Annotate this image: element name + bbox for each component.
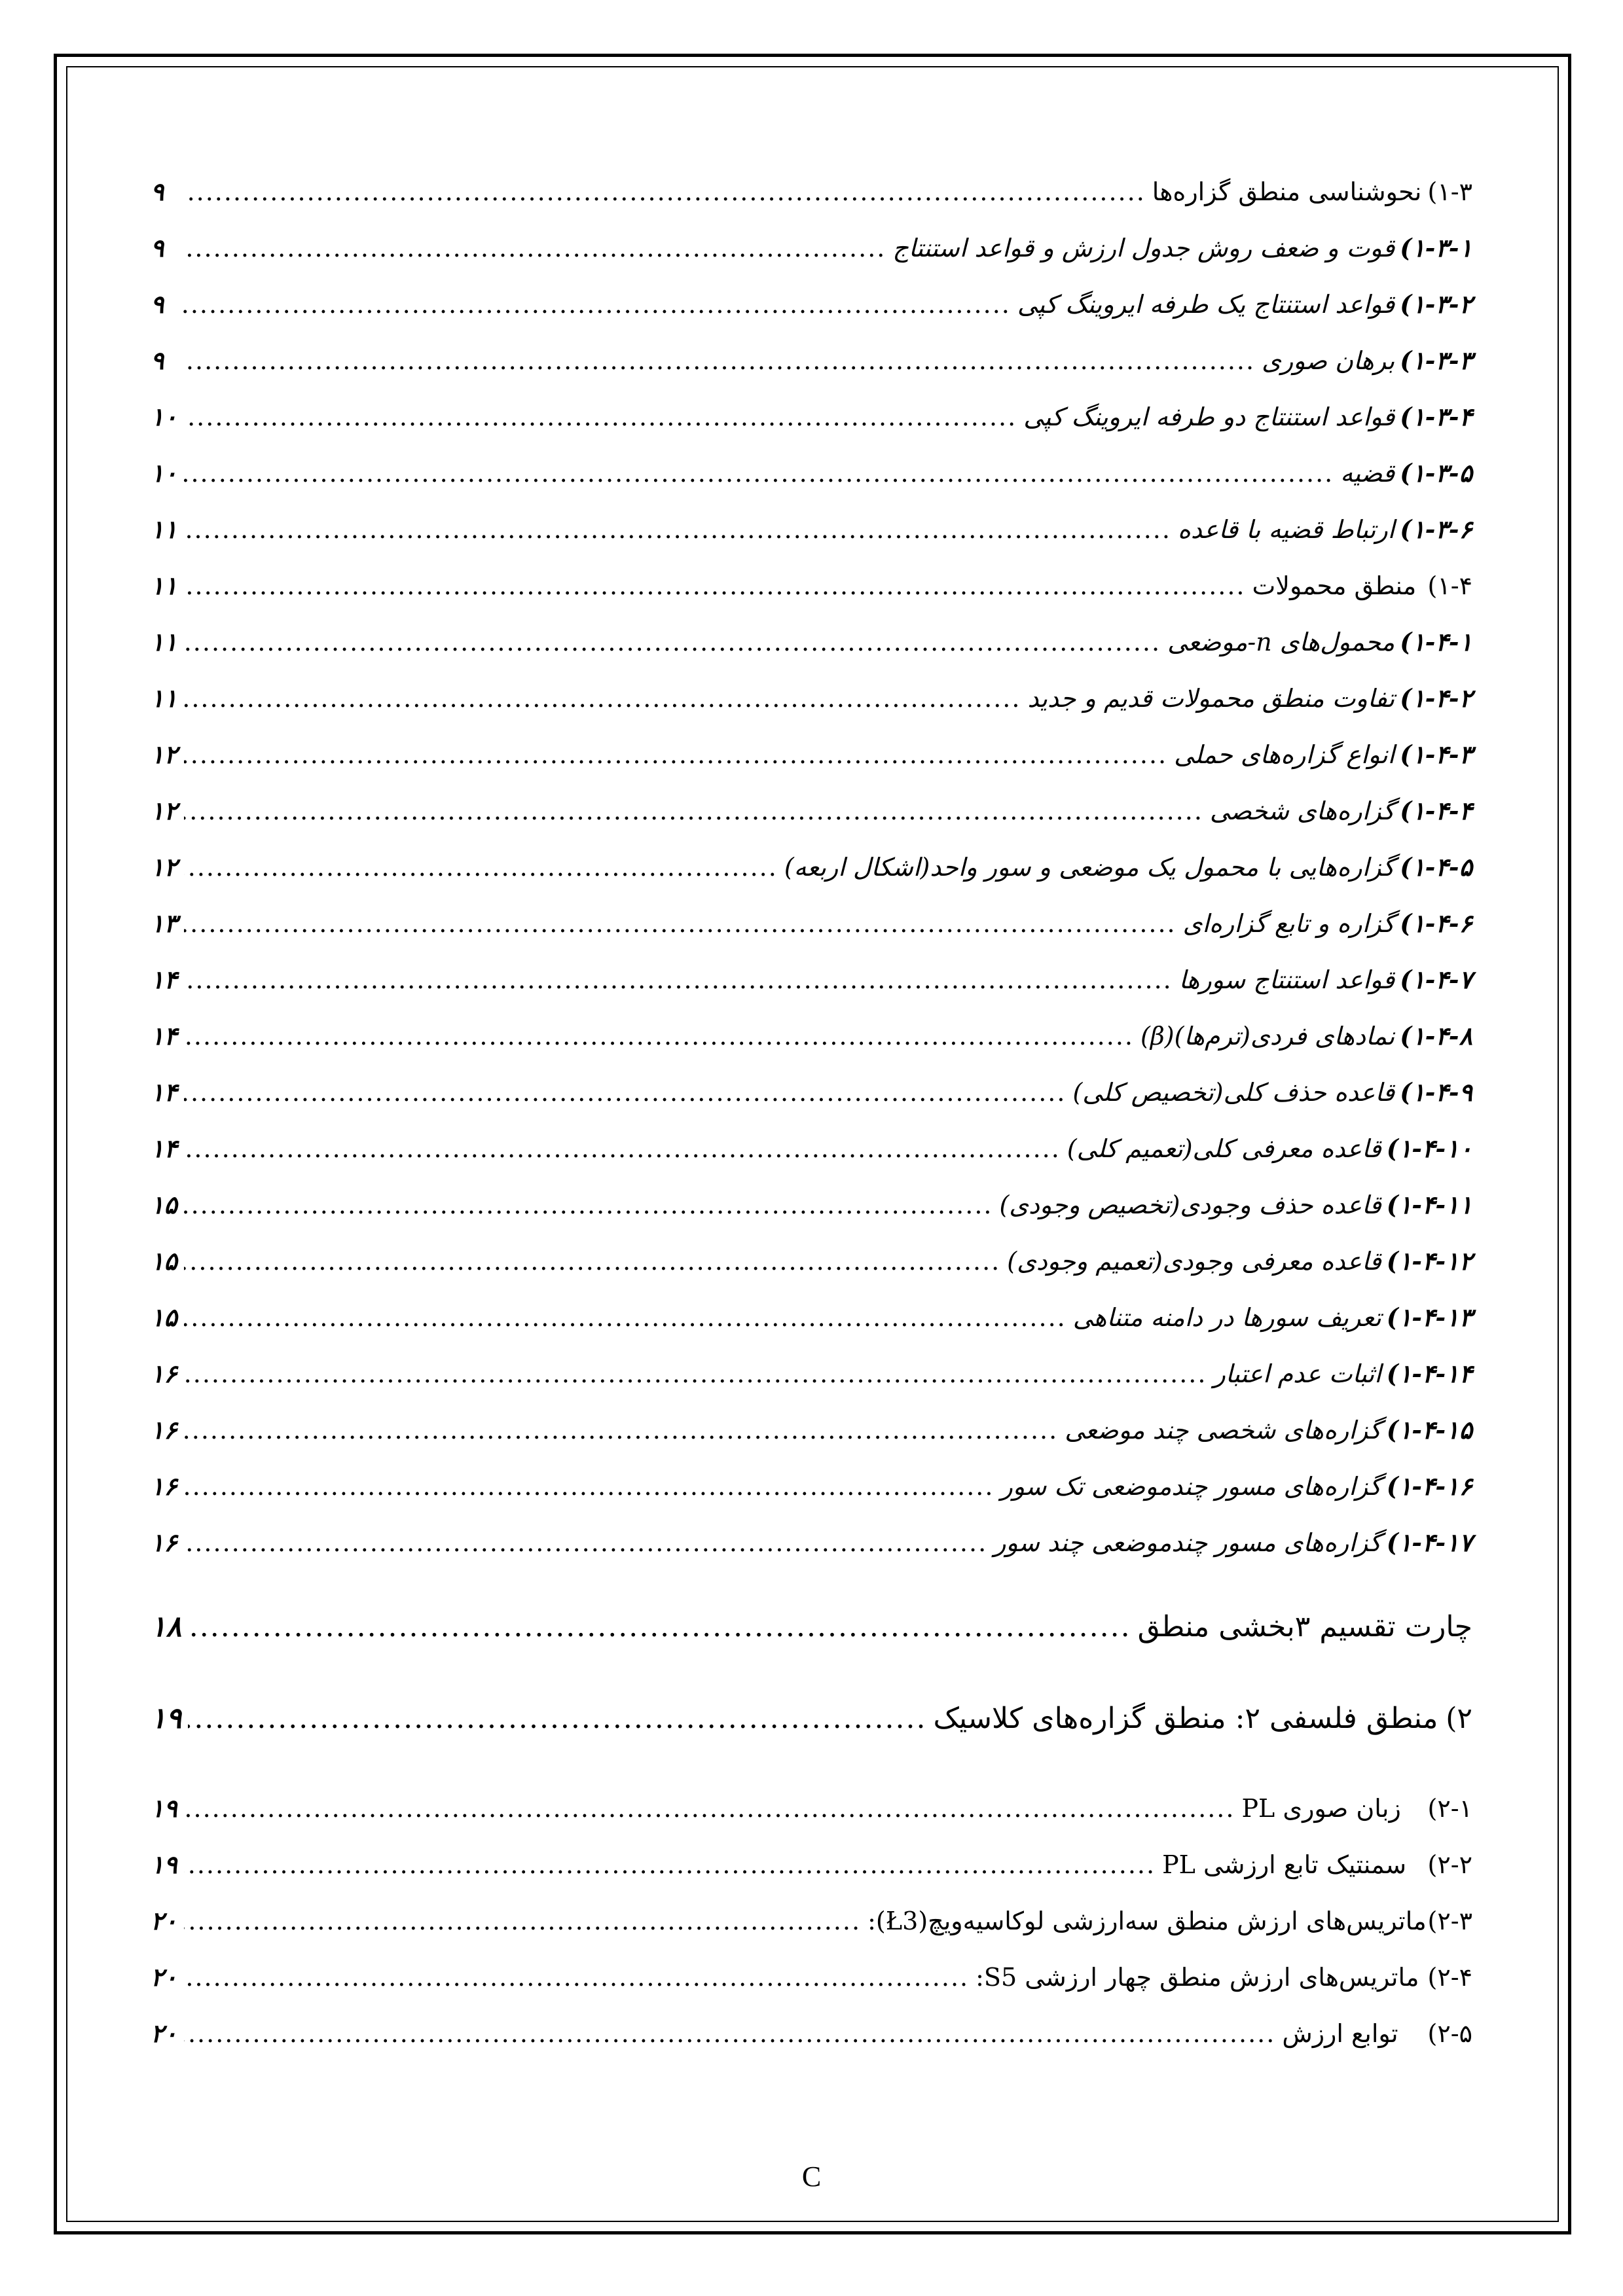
- toc-entry-title: قواعد استنتاج سورها: [1178, 965, 1395, 994]
- toc-entry[interactable]: [151, 1850, 1472, 1906]
- leader-dots: [184, 628, 1161, 656]
- toc-entry-title: برهان صوری: [1262, 346, 1395, 375]
- leader-dots: [184, 853, 778, 882]
- table-of-contents: [151, 177, 1472, 2075]
- toc-entry-page: ۱۸: [151, 1610, 182, 1643]
- toc-entry-title: انواع گزاره‌های حملی: [1174, 740, 1395, 769]
- toc-entry-title: ماتریس‌های ارزش منطق سه‌ارزشی لوکاسیه‌ویچ(Ł3):: [867, 1907, 1427, 1935]
- toc-entry[interactable]: [151, 683, 1472, 740]
- toc-entry[interactable]: [151, 1962, 1472, 2018]
- leader-dots: [184, 571, 1246, 600]
- leader-dots: [184, 1078, 1067, 1107]
- leader-dots: [184, 740, 1167, 769]
- toc-entry-title: قواعد استنتاج یک طرفه ایروینگ کپی: [1017, 290, 1395, 319]
- toc-entry-page: ۱۲: [151, 740, 177, 769]
- leader-dots: [183, 290, 1011, 319]
- toc-entry[interactable]: [151, 1190, 1472, 1246]
- toc-entry[interactable]: [151, 1415, 1472, 1471]
- toc-entry-page: ۱۳: [151, 908, 177, 938]
- toc-entry-number: ۱-۳-۱): [1400, 233, 1472, 262]
- leader-dots: [184, 797, 1203, 825]
- toc-entry[interactable]: [151, 908, 1472, 965]
- leader-dots: [184, 403, 1017, 431]
- toc-entry-number: ۱-۳-۴): [1400, 402, 1472, 431]
- leader-dots: [184, 965, 1173, 994]
- toc-entry[interactable]: [151, 1246, 1472, 1302]
- toc-entry-title: نحوشناسی منطق گزاره‌ها: [1152, 177, 1422, 206]
- toc-entry-number: ۲-۴): [1427, 1963, 1472, 1992]
- toc-entry-number: ۱-۴-۱۰): [1386, 1134, 1472, 1163]
- toc-entry-page: ۱۹: [151, 1850, 177, 1879]
- toc-entry[interactable]: [151, 233, 1472, 289]
- toc-entry-page: ۹: [151, 289, 164, 319]
- toc-entry[interactable]: [151, 346, 1472, 402]
- toc-entry-number: ۱-۴-۱۶): [1386, 1471, 1472, 1501]
- page-number-footer: C: [801, 2161, 822, 2193]
- toc-entry[interactable]: [151, 177, 1472, 233]
- toc-group-1: [151, 177, 1472, 1584]
- leader-dots: [184, 2019, 1275, 2048]
- toc-entry-title: گزاره‌های مسور چندموضعی چند سور: [994, 1528, 1381, 1557]
- toc-entry-page: ۱۶: [151, 1359, 177, 1388]
- toc-entry-number: ۱-۳-۵): [1400, 458, 1472, 488]
- toc-entry-title: قوت و ضعف روش جدول ارزش و قواعد استنتاج: [892, 234, 1395, 262]
- toc-entry-title: قاعده حذف وجودی(تخصیص وجودی): [999, 1191, 1381, 1219]
- toc-entry-page: ۹: [151, 346, 164, 375]
- toc-entry-page: ۱۶: [151, 1415, 177, 1444]
- toc-entry-title: سمنتیک تابع ارزشی PL: [1162, 1850, 1407, 1879]
- toc-entry[interactable]: [151, 289, 1472, 346]
- toc-entry[interactable]: [151, 2018, 1472, 2075]
- toc-entry[interactable]: [151, 514, 1472, 571]
- toc-entry[interactable]: [151, 1077, 1472, 1134]
- toc-entry-number: ۱-۴-۱۱): [1386, 1190, 1472, 1219]
- toc-entry[interactable]: [151, 796, 1472, 852]
- toc-entry-number: ۲-۲): [1427, 1850, 1472, 1879]
- toc-entry-number: ۱-۳): [1427, 177, 1472, 206]
- toc-entry-page: ۱۹: [151, 1702, 182, 1735]
- toc-entry-number: ۲-۵): [1427, 2019, 1472, 2048]
- toc-entry-number: ۱-۴-۱۲): [1386, 1246, 1472, 1276]
- toc-entry[interactable]: [151, 1471, 1472, 1528]
- leader-dots: [183, 177, 1146, 206]
- spacer: [151, 1767, 1472, 1793]
- toc-entry-page: ۱۴: [151, 1021, 177, 1050]
- toc-entry-number: ۱-۴-۸): [1400, 1021, 1472, 1050]
- toc-entry-number: ۱-۴): [1427, 571, 1472, 600]
- toc-entry-page: ۱۶: [151, 1471, 177, 1501]
- toc-entry-page: ۲۰: [151, 1906, 177, 1935]
- toc-entry-title: تعریف سورها در دامنه متناهی: [1072, 1303, 1381, 1332]
- leader-dots: [184, 1472, 994, 1501]
- toc-entry[interactable]: [151, 1793, 1472, 1850]
- toc-entry-page: ۱۵: [151, 1302, 177, 1332]
- leader-dots: [184, 1359, 1207, 1388]
- toc-entry[interactable]: [151, 852, 1472, 908]
- toc-entry-page: ۱۰: [151, 458, 177, 488]
- toc-entry-title: ارتباط قضیه با قاعده: [1177, 515, 1395, 544]
- leader-dots: [184, 1850, 1156, 1879]
- toc-entry-title: قاعده حذف کلی(تخصیص کلی): [1072, 1078, 1395, 1107]
- toc-entry-page: ۱۲: [151, 852, 177, 882]
- leader-dots: [184, 1134, 1061, 1163]
- toc-entry[interactable]: [151, 571, 1472, 627]
- toc-entry[interactable]: [151, 740, 1472, 796]
- leader-dots: [184, 1794, 1235, 1823]
- toc-entry[interactable]: [151, 1528, 1472, 1584]
- toc-entry-title: منطق فلسفی ۲: منطق گزاره‌های کلاسیک: [933, 1702, 1438, 1735]
- toc-entry-page: ۹: [151, 233, 164, 262]
- toc-entry-title: ماتریس‌های ارزش منطق چهار ارزشی S5:: [976, 1963, 1419, 1992]
- toc-entry-page: ۱۴: [151, 1077, 177, 1107]
- toc-entry-page: ۱۵: [151, 1190, 177, 1219]
- toc-entry-title: گزاره‌های مسور چندموضعی تک سور: [1000, 1472, 1381, 1501]
- toc-entry-number: ۱-۴-۱۴): [1386, 1359, 1472, 1388]
- toc-entry-title: منطق محمولات: [1252, 571, 1417, 600]
- spacer: [151, 1584, 1472, 1610]
- toc-entry-number: ۱-۴-۴): [1400, 796, 1472, 825]
- toc-entry[interactable]: [151, 1906, 1472, 1962]
- toc-entry[interactable]: [151, 1021, 1472, 1077]
- toc-entry-title: قاعده معرفی کلی(تعمیم کلی): [1067, 1134, 1381, 1163]
- leader-dots: [188, 1610, 1131, 1643]
- toc-entry-chart[interactable]: [151, 1610, 1472, 1676]
- toc-entry-title: قواعد استنتاج دو طرفه ایروینگ کپی: [1023, 403, 1395, 431]
- toc-entry-number: ۲): [1446, 1702, 1472, 1735]
- toc-entry-page: ۲۰: [151, 1962, 177, 1992]
- toc-entry-number: ۱-۳-۶): [1400, 514, 1472, 544]
- toc-entry-title: زبان صوری PL: [1241, 1794, 1401, 1823]
- toc-entry-number: ۱-۳-۲): [1400, 289, 1472, 319]
- toc-entry-title: گزاره و تابع گزاره‌ای: [1182, 909, 1395, 938]
- leader-dots: [184, 909, 1176, 938]
- toc-entry-title: محمول‌های n-موضعی: [1167, 628, 1395, 656]
- toc-entry-page: ۱۵: [151, 1246, 177, 1276]
- toc-entry-page: ۹: [151, 177, 164, 206]
- toc-entry-title: توابع ارزش: [1282, 2019, 1398, 2048]
- leader-dots: [188, 1702, 926, 1735]
- leader-dots: [184, 1963, 969, 1992]
- toc-entry-number: ۱-۴-۱۵): [1386, 1415, 1472, 1444]
- toc-entry-page: ۱۱: [151, 627, 177, 656]
- toc-entry-page: ۱۹: [151, 1793, 177, 1823]
- toc-entry[interactable]: [151, 1134, 1472, 1190]
- toc-entry-title: نمادهای فردی(ترم‌ها)(β): [1140, 1022, 1395, 1050]
- leader-dots: [184, 459, 1334, 488]
- toc-entry[interactable]: [151, 1302, 1472, 1359]
- toc-entry-page: ۱۱: [151, 514, 177, 544]
- toc-entry-page: ۱۲: [151, 796, 177, 825]
- toc-entry-number: ۱-۴-۱): [1400, 627, 1472, 656]
- toc-entry-number: ۱-۴-۵): [1400, 852, 1472, 882]
- toc-entry-title: گزاره‌های شخصی: [1209, 797, 1395, 825]
- toc-entry-page: ۲۰: [151, 2018, 177, 2048]
- toc-entry-number: ۱-۴-۲): [1400, 683, 1472, 713]
- toc-entry-title: اثبات عدم اعتبار: [1213, 1359, 1381, 1388]
- leader-dots: [184, 1247, 1000, 1276]
- toc-entry[interactable]: [151, 402, 1472, 458]
- toc-entry-page: ۱۴: [151, 965, 177, 994]
- toc-entry-title: تفاوت منطق محمولات قدیم و جدید: [1027, 684, 1395, 713]
- toc-entry-number: ۲-۳): [1427, 1907, 1472, 1935]
- toc-entry-number: ۱-۴-۹): [1400, 1077, 1472, 1107]
- toc-entry[interactable]: [151, 627, 1472, 683]
- leader-dots: [184, 1416, 1058, 1444]
- toc-entry-title: قضیه: [1340, 459, 1395, 488]
- toc-entry-number: ۱-۴-۶): [1400, 908, 1472, 938]
- leader-dots: [184, 1907, 861, 1935]
- toc-entry-page: ۱۶: [151, 1528, 177, 1557]
- toc-entry[interactable]: [151, 1359, 1472, 1415]
- toc-entry[interactable]: [151, 965, 1472, 1021]
- leader-dots: [184, 684, 1021, 713]
- leader-dots: [184, 1022, 1134, 1050]
- spacer: [151, 1676, 1472, 1702]
- toc-entry-number: ۱-۴-۷): [1400, 965, 1472, 994]
- leader-dots: [184, 515, 1171, 544]
- toc-entry-number: ۲-۱): [1427, 1794, 1472, 1823]
- leader-dots: [184, 1191, 993, 1219]
- toc-entry-page: ۱۱: [151, 571, 177, 600]
- toc-entry-page: ۱۱: [151, 683, 177, 713]
- toc-entry-page: ۱۰: [151, 402, 177, 431]
- leader-dots: [184, 1528, 987, 1557]
- toc-entry-title: گزاره‌هایی با محمول یک موضعی و سور واحد(اشکال اربعه): [784, 853, 1395, 882]
- toc-entry-title: گزاره‌های شخصی چند موضعی: [1065, 1416, 1381, 1444]
- leader-dots: [184, 1303, 1067, 1332]
- toc-entry[interactable]: [151, 458, 1472, 514]
- toc-group-2: [151, 1793, 1472, 2075]
- toc-entry-title: چارت تقسیم ۳بخشی منطق: [1137, 1610, 1472, 1643]
- toc-entry-chapter-2[interactable]: [151, 1702, 1472, 1767]
- toc-entry-title: قاعده معرفی وجودی(تعمیم وجودی): [1007, 1247, 1381, 1276]
- toc-entry-number: ۱-۴-۱۷): [1386, 1528, 1472, 1557]
- toc-entry-page: ۱۴: [151, 1134, 177, 1163]
- leader-dots: [183, 234, 886, 262]
- toc-entry-number: ۱-۴-۱۳): [1386, 1302, 1472, 1332]
- toc-entry-number: ۱-۳-۳): [1400, 346, 1472, 375]
- leader-dots: [183, 346, 1255, 375]
- toc-entry-number: ۱-۴-۳): [1400, 740, 1472, 769]
